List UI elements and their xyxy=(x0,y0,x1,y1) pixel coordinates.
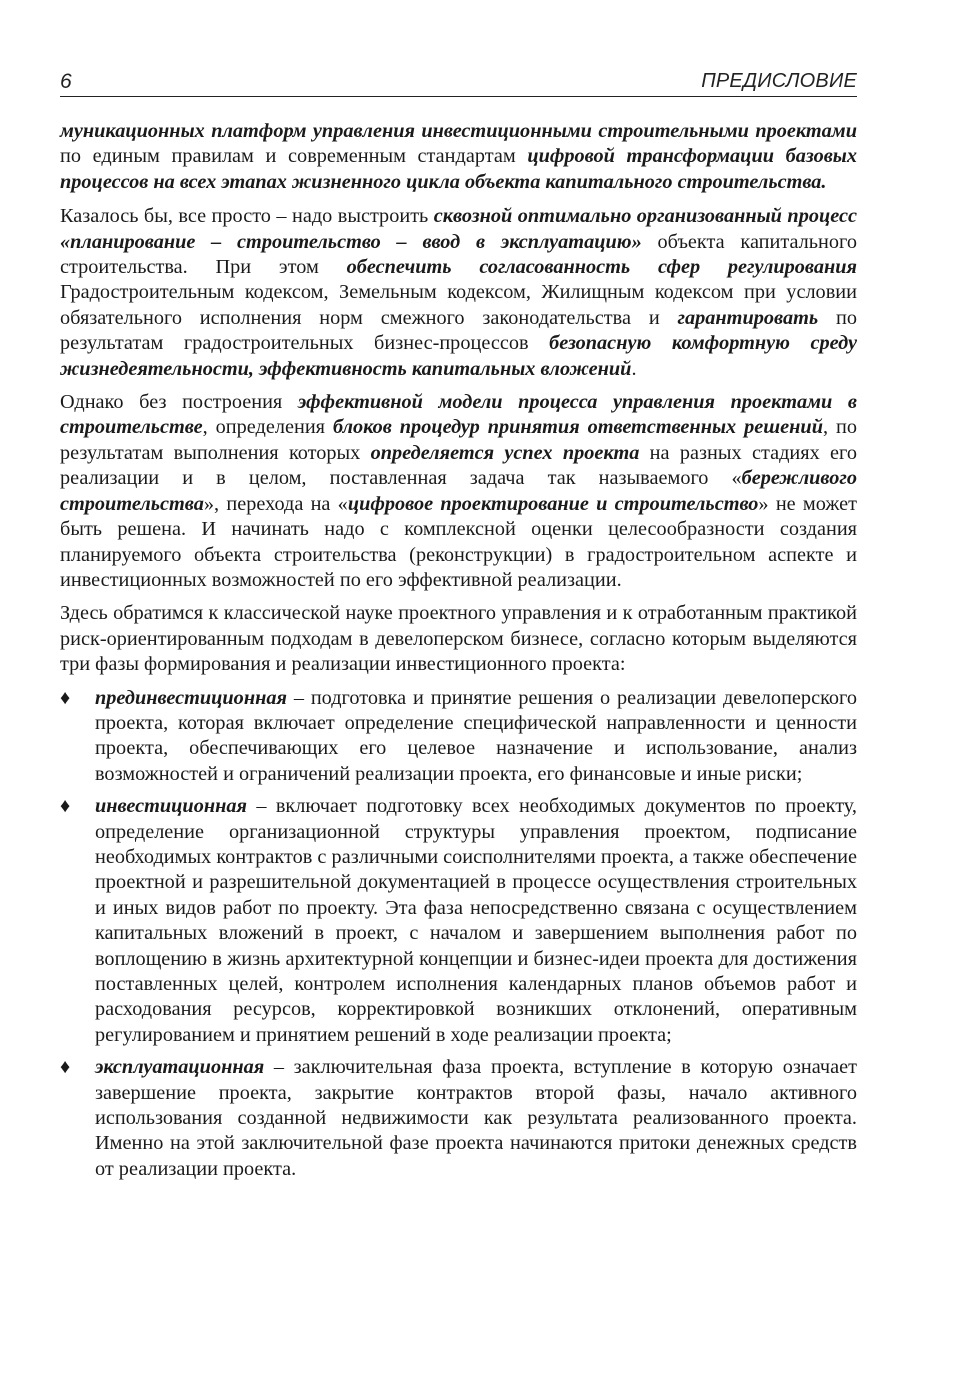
body-text: на разных стадиях его реализации и в целом, поставленная задача так называемого « xyxy=(60,441,858,490)
list-item-text xyxy=(95,1056,857,1180)
emphasis-text: безопасную комфортную среду жизнедеятельности, эффективность капитальных вложений xyxy=(60,332,857,380)
emphasis-text: обеспечить согласованность сфер регулирования xyxy=(346,256,857,279)
body-text: – включает подготовку всех необходимых документов по проекту, определение организационной структуры управления проектом, подписание необходимых контрактов с различными соисполнителями проекта, а также обеспечение проектной и разрешительной документацией в процессе осуществления строительных и иных видов работ по проекту. Эта фаза непосредственно связана с осуществлением капитальных вложений в проект, с началом и завершением выполнения работ по воплощению в жизнь архитектурной концепции и бизнес-идеи проекта для достижения поставленных целей, контролем исполнения календарных планов объемов работ и расходования ресурсов, корректировкой возникших отклонений, оперативным регулированием и принятием решений в ходе реализации проекта; xyxy=(95,795,857,1046)
body-text: по результатам градостроительных бизнес-процессов xyxy=(60,306,857,355)
body-text: Здесь обратимся к классической науке проектного управления и к отработанным практикой риск-ориентированным подходам в девелоперском бизнесе, согласно которым выделяются три фазы формирования и реализации инвестиционного проекта: xyxy=(60,602,857,676)
emphasis-text: гарантировать xyxy=(677,306,819,329)
emphasis-text: цифровой трансформации базовых процессов на всех этапах жизненного цикла объекта капитального строительства. xyxy=(60,145,857,193)
paragraph xyxy=(60,601,857,677)
body-text: – заключительная фаза проекта, вступление в которую означает завершение проекта, закрытие контрактов второй фазы, начало активного использования созданной недвижимости как результата реализованного проекта. Именно на этой заключительной фазе проекта начинаются притоки денежных средств от реализации проекта. xyxy=(95,1056,857,1180)
body-text: по единым правилам и современным стандартам xyxy=(60,145,528,168)
emphasis-text: бережливого строительства xyxy=(60,467,857,515)
body-text: Казалось бы, все просто – надо выстроить xyxy=(60,205,434,228)
body-text: . xyxy=(631,357,637,380)
emphasis-text: эффективной модели процесса управления проектами в строительстве xyxy=(60,391,857,439)
emphasis-text: прединвестиционная xyxy=(95,686,287,709)
list-item xyxy=(60,1055,857,1182)
paragraph xyxy=(60,390,857,593)
emphasis-text: эксплуатационная xyxy=(95,1056,265,1079)
phase-list xyxy=(60,686,857,1183)
paragraph xyxy=(60,204,857,382)
list-item-text xyxy=(95,687,857,785)
page-header xyxy=(60,66,857,97)
body-text: , по результатам выполнения которых xyxy=(60,416,858,464)
list-item xyxy=(60,794,857,1048)
emphasis-text: определяется успех проекта xyxy=(370,441,640,464)
body-text: Однако без построения xyxy=(60,391,298,414)
diamond-bullet-icon: ♦ xyxy=(60,1056,71,1079)
emphasis-text: инвестиционная xyxy=(95,795,247,818)
emphasis-text: цифровое проектирование и строительство xyxy=(347,492,759,515)
body-text: Градостроительным кодексом, Земельным кодексом, Жилищным кодексом при условии обязательного исполнения норм смежного законодательства и xyxy=(60,281,857,329)
running-title: ПРЕДИСЛОВИЕ xyxy=(701,70,857,92)
diamond-bullet-icon: ♦ xyxy=(60,795,71,818)
emphasis-text: блоков процедур принятия ответственных решений xyxy=(332,416,823,439)
body-text: объекта капитального строительства. При этом xyxy=(60,230,857,279)
body-text: », перехода на « xyxy=(203,492,348,515)
body-text: » не может быть решена. И начинать надо с комплексной оценки целесообразности создания планируемого объекта строительства (реконструкции) в градостроительном аспекте и инвестиционных возможностей по его эффективной реализации. xyxy=(60,492,858,591)
paragraph xyxy=(60,119,857,195)
body-text: , определения xyxy=(202,416,333,439)
page-number: 6 xyxy=(60,70,72,93)
emphasis-text: сквозной оптимально организованный процесс «планирование – строительство – ввод в эксплуатацию» xyxy=(60,205,857,253)
page-body xyxy=(60,119,857,1189)
list-item-text xyxy=(95,795,857,1046)
list-item xyxy=(60,686,857,788)
body-text: – подготовка и принятие решения о реализации девелоперского проекта, которая включает определение специфической направленности и ценности проекта, обеспечивающих его целевое назначение и использование, анализ возможностей и ограничений реализации проекта, его финансовые и иные риски; xyxy=(95,686,857,785)
emphasis-text: муникационных платформ управления инвестиционными строительными проектами xyxy=(60,120,857,142)
diamond-bullet-icon: ♦ xyxy=(60,686,71,709)
